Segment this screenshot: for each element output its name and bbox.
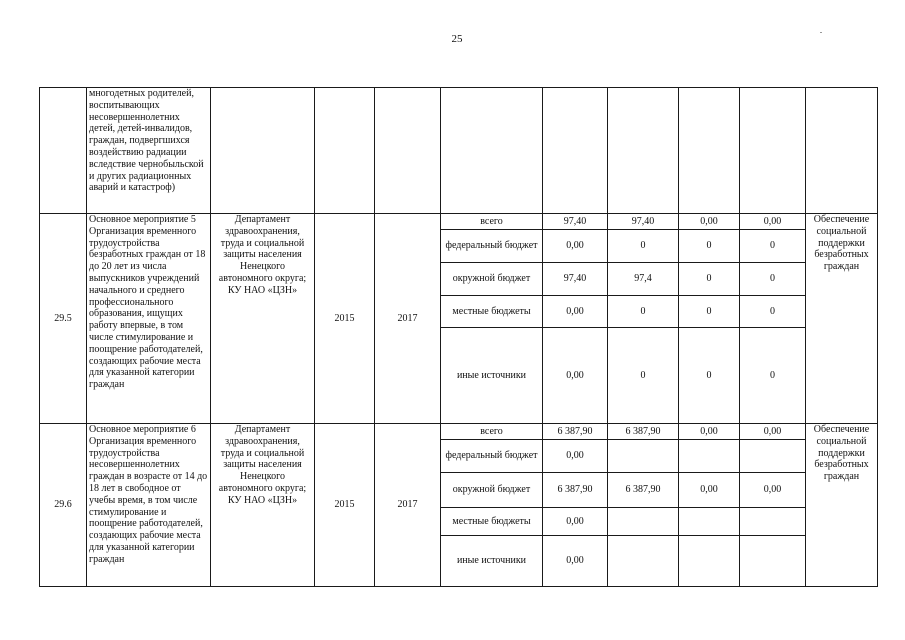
start-year: 2015 <box>315 424 375 587</box>
y2015-value <box>608 440 679 473</box>
total-value: 6 387,90 <box>543 424 608 440</box>
total-value: 0,00 <box>543 508 608 536</box>
y2015-value: 0 <box>608 296 679 328</box>
y2017-value <box>740 440 806 473</box>
num-cell <box>40 88 87 214</box>
y2016-value: 0,00 <box>679 424 740 440</box>
source-label: иные источники <box>441 536 543 587</box>
expected-result: Обеспечение социальной поддержки безработных граждан <box>806 214 878 424</box>
executor: Департамент здравоохранения, труда и социальной защиты населения Ненецкого автономного округа; КУ НАО «ЦЗН» <box>211 424 315 587</box>
y2016-cell <box>679 88 740 214</box>
source-label: всего <box>441 214 543 230</box>
y2017-value: 0 <box>740 230 806 263</box>
start-year-cell <box>315 88 375 214</box>
total-value: 97,40 <box>543 263 608 296</box>
y2015-value: 97,40 <box>608 214 679 230</box>
y2017-value: 0 <box>740 263 806 296</box>
y2015-value: 6 387,90 <box>608 473 679 508</box>
source-label: окружной бюджет <box>441 263 543 296</box>
y2016-value: 0 <box>679 296 740 328</box>
measure-description: Основное мероприятие 6 Организация временного трудоустройства несовершеннолетних граждан в возрасте от 14 до 18 лет в свободное от учебы время, в том числе стимулирование и поощрение работодателей, создающих рабочие места для указанной категории граждан <box>87 424 211 587</box>
measure-description: Основное мероприятие 5 Организация временного трудоустройства безработных граждан от 18 до 20 лет из числа выпускников учреждений начального и среднего профессионального образования, ищущих работу впервые, в том числе стимулирование и поощрение работодателей, создающих рабочие места для указанной категории граждан <box>87 214 211 424</box>
expected-result: Обеспечение социальной поддержки безработных граждан <box>806 424 878 587</box>
row-number: 29.5 <box>40 214 87 424</box>
y2017-value: 0 <box>740 328 806 424</box>
row-number: 29.6 <box>40 424 87 587</box>
end-year: 2017 <box>375 214 441 424</box>
source-label: всего <box>441 424 543 440</box>
y2016-value: 0 <box>679 230 740 263</box>
y2017-value <box>740 508 806 536</box>
scan-speck <box>820 32 822 33</box>
total-value: 0,00 <box>543 296 608 328</box>
description-cell: многодетных родителей, воспитывающих несовершеннолетних детей, детей-инвалидов, граждан, подвергшихся воздействию радиации вследствие чернобыльской и других радиационных аварий и катастроф) <box>87 88 211 214</box>
total-value: 97,40 <box>543 214 608 230</box>
y2016-value: 0 <box>679 328 740 424</box>
y2017-value: 0,00 <box>740 473 806 508</box>
total-value: 0,00 <box>543 328 608 424</box>
executor: Департамент здравоохранения, труда и социальной защиты населения Ненецкого автономного округа; КУ НАО «ЦЗН» <box>211 214 315 424</box>
y2017-value: 0,00 <box>740 214 806 230</box>
table-row-29-6 <box>40 424 878 440</box>
y2017-value <box>740 536 806 587</box>
y2015-value <box>608 536 679 587</box>
source-label: иные источники <box>441 328 543 424</box>
table-row-continuation <box>40 88 878 214</box>
y2017-cell <box>740 88 806 214</box>
total-value: 6 387,90 <box>543 473 608 508</box>
page-number: 25 <box>451 33 463 45</box>
total-value: 0,00 <box>543 230 608 263</box>
source-label: федеральный бюджет <box>441 440 543 473</box>
source-label: федеральный бюджет <box>441 230 543 263</box>
y2016-value: 0,00 <box>679 214 740 230</box>
y2016-value: 0 <box>679 263 740 296</box>
table-row-29-5 <box>40 214 878 230</box>
y2015-value: 97,4 <box>608 263 679 296</box>
y2017-value: 0 <box>740 296 806 328</box>
y2015-value <box>608 508 679 536</box>
total-value: 0,00 <box>543 440 608 473</box>
end-year-cell <box>375 88 441 214</box>
source-label: местные бюджеты <box>441 508 543 536</box>
y2016-value: 0,00 <box>679 473 740 508</box>
end-year: 2017 <box>375 424 441 587</box>
result-cell <box>806 88 878 214</box>
y2015-value: 0 <box>608 328 679 424</box>
y2016-value <box>679 440 740 473</box>
source-label: местные бюджеты <box>441 296 543 328</box>
y2017-value: 0,00 <box>740 424 806 440</box>
source-cell <box>441 88 543 214</box>
start-year: 2015 <box>315 214 375 424</box>
y2015-cell <box>608 88 679 214</box>
program-table <box>39 87 878 587</box>
y2015-value: 6 387,90 <box>608 424 679 440</box>
y2016-value <box>679 508 740 536</box>
total-cell <box>543 88 608 214</box>
executor-cell <box>211 88 315 214</box>
source-label: окружной бюджет <box>441 473 543 508</box>
total-value: 0,00 <box>543 536 608 587</box>
y2015-value: 0 <box>608 230 679 263</box>
y2016-value <box>679 536 740 587</box>
